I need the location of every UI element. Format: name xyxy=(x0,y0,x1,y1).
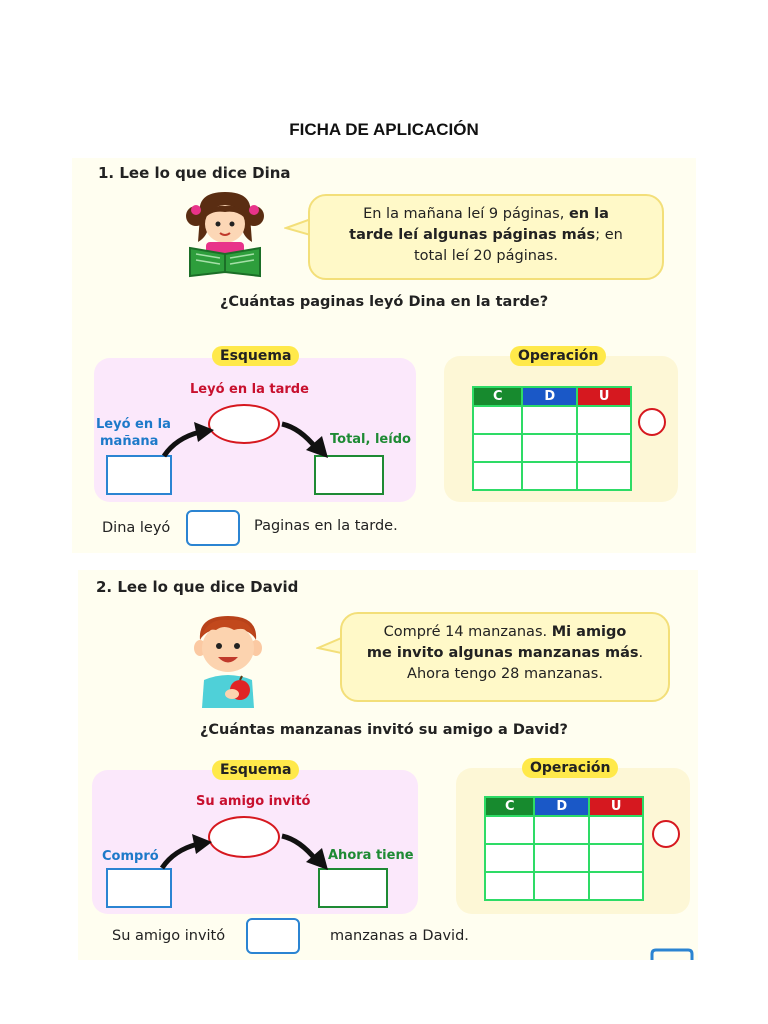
grid-cell[interactable] xyxy=(589,872,643,900)
final-answer-box[interactable] xyxy=(186,510,240,546)
speech-line2-bold: tarde leí algunas páginas más xyxy=(349,227,596,243)
header-d: D xyxy=(534,797,589,816)
speech-line1-bold: Mi amigo xyxy=(551,624,627,640)
operator-circle[interactable] xyxy=(638,408,666,436)
speech-line3: Ahora tengo 28 manzanas. xyxy=(407,666,603,682)
grid-cell[interactable] xyxy=(589,844,643,872)
grid-cell[interactable] xyxy=(485,872,534,900)
speech-line1-normal: Compré 14 manzanas. xyxy=(383,624,552,640)
right-arrow-icon xyxy=(278,420,334,460)
grid-cell[interactable] xyxy=(473,462,522,490)
answer-before: Dina leyó xyxy=(102,520,171,536)
right-label: Total, leído xyxy=(330,432,411,447)
header-c: C xyxy=(473,387,522,406)
grid-cell[interactable] xyxy=(522,406,577,434)
exercise-2-heading: 2. Lee lo que dice David xyxy=(96,578,299,596)
exercise-2 xyxy=(78,570,698,960)
grid-cell[interactable] xyxy=(473,434,522,462)
exercise-1-heading: 1. Lee lo que dice Dina xyxy=(98,164,291,182)
grid-cell[interactable] xyxy=(577,434,631,462)
header-c: C xyxy=(485,797,534,816)
dina-speech-bubble xyxy=(308,194,664,280)
exercise-1-question: ¿Cuántas paginas leyó Dina en la tarde? xyxy=(220,294,549,310)
right-answer-box[interactable] xyxy=(314,455,384,495)
left-label-line2: mañana xyxy=(100,434,159,449)
answer-after: Paginas en la tarde. xyxy=(254,518,398,534)
exercise-1 xyxy=(72,158,696,553)
left-answer-box[interactable] xyxy=(106,868,172,908)
left-answer-box[interactable] xyxy=(106,455,172,495)
speech-line3: total leí 20 páginas. xyxy=(414,248,558,264)
grid-cell[interactable] xyxy=(577,406,631,434)
grid-cell[interactable] xyxy=(589,816,643,844)
right-arrow-icon xyxy=(278,832,334,872)
grid-cell[interactable] xyxy=(534,816,589,844)
middle-answer-oval[interactable] xyxy=(208,404,280,444)
schema-label: Esquema xyxy=(212,760,299,780)
speech-line2-bold: me invito algunas manzanas más xyxy=(366,645,639,661)
left-arrow-icon xyxy=(160,420,216,460)
schema-label: Esquema xyxy=(212,346,299,366)
operation-label: Operación xyxy=(522,758,618,778)
middle-answer-oval[interactable] xyxy=(208,816,280,858)
grid-cell[interactable] xyxy=(522,434,577,462)
speech-line2-normal: . xyxy=(638,645,644,661)
grid-cell[interactable] xyxy=(577,462,631,490)
header-d: D xyxy=(522,387,577,406)
right-label: Ahora tiene xyxy=(328,848,414,863)
david-speech-bubble xyxy=(340,612,670,702)
grid-cell[interactable] xyxy=(522,462,577,490)
right-answer-box[interactable] xyxy=(318,868,388,908)
girl-reading-icon xyxy=(182,186,268,278)
boy-apple-icon xyxy=(188,610,268,708)
operator-circle[interactable] xyxy=(652,820,680,848)
speech-line1-bold: en la xyxy=(568,206,609,222)
header-u: U xyxy=(589,797,643,816)
answer-after: manzanas a David. xyxy=(330,928,469,944)
place-value-grid xyxy=(472,386,632,491)
grid-cell[interactable] xyxy=(485,844,534,872)
place-value-grid xyxy=(484,796,644,901)
final-answer-box[interactable] xyxy=(246,918,300,954)
left-arrow-icon xyxy=(158,832,214,872)
middle-label: Su amigo invitó xyxy=(196,794,311,809)
answer-before: Su amigo invitó xyxy=(112,928,226,944)
grid-cell[interactable] xyxy=(485,816,534,844)
left-label-line1: Leyó en la xyxy=(96,417,171,432)
left-label: Compró xyxy=(102,849,159,864)
exercise-2-question: ¿Cuántas manzanas invitó su amigo a David? xyxy=(200,722,568,738)
grid-cell[interactable] xyxy=(473,406,522,434)
page-title: FICHA DE APLICACIÓN xyxy=(289,120,479,139)
speech-line1-normal: En la mañana leí 9 páginas, xyxy=(363,206,569,222)
header-u: U xyxy=(577,387,631,406)
grid-cell[interactable] xyxy=(534,872,589,900)
middle-label: Leyó en la tarde xyxy=(190,382,309,397)
speech-line2-normal: ; en xyxy=(595,227,623,243)
operation-label: Operación xyxy=(510,346,606,366)
grid-cell[interactable] xyxy=(534,844,589,872)
partial-box-icon xyxy=(650,948,694,960)
